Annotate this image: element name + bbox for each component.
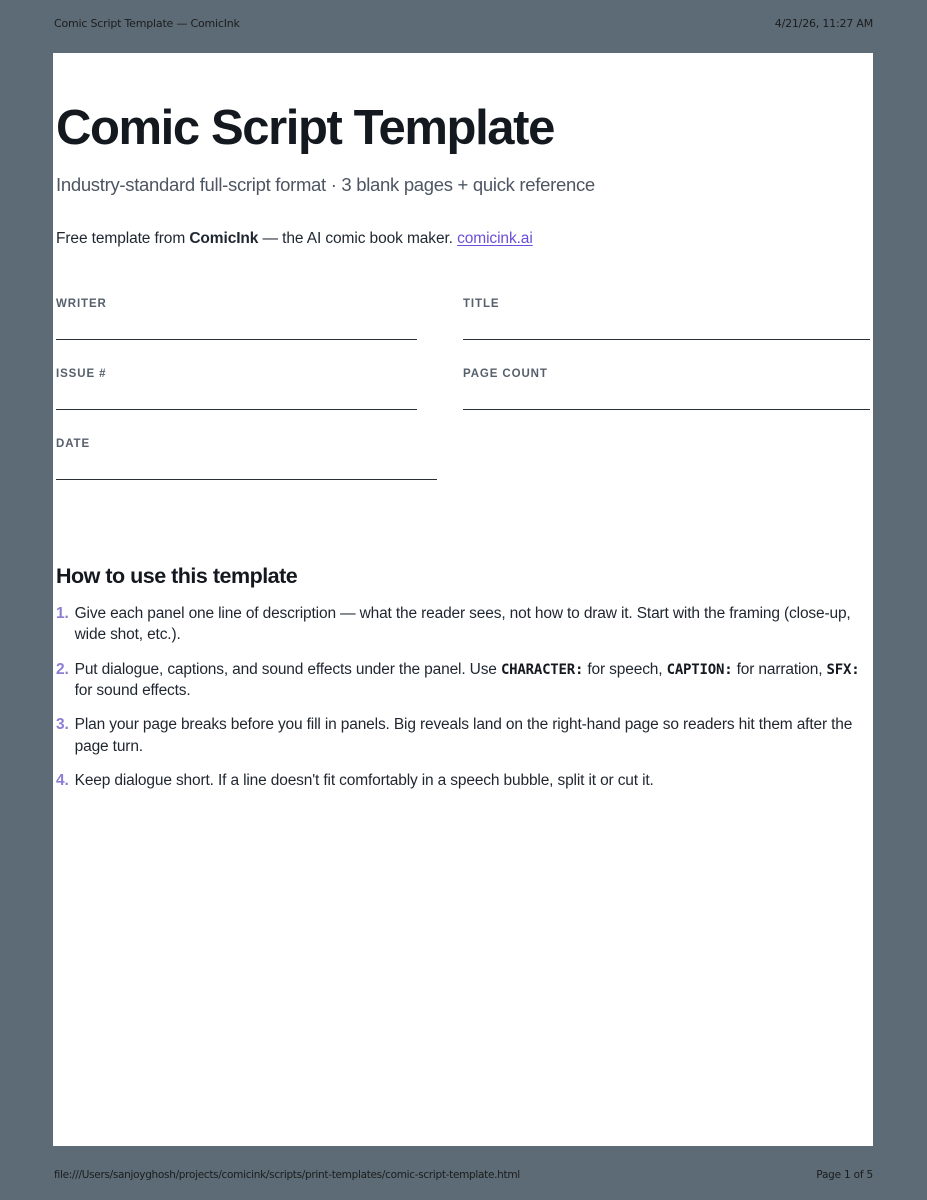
page-title: Comic Script Template xyxy=(56,101,554,155)
meta-field-date xyxy=(56,438,463,480)
print-footer xyxy=(0,1169,927,1181)
meta-rule-page-count[interactable] xyxy=(463,409,870,410)
meta-rule-date[interactable] xyxy=(56,479,437,480)
how-to-step-code: CAPTION: xyxy=(666,661,733,678)
how-to-step-number: 1. xyxy=(56,604,69,622)
how-to-heading: How to use this template xyxy=(56,563,298,588)
how-to-step-number: 4. xyxy=(56,772,69,790)
print-header-date: 4/21/26, 11:27 AM xyxy=(774,17,873,30)
how-to-step-fragment: Keep dialogue short. If a line doesn't fit comfortably in a speech bubble, split it or cut it. xyxy=(74,772,654,790)
meta-field-grid xyxy=(56,298,870,508)
byline-brand: ComicInk xyxy=(189,229,259,247)
byline-middle: — the AI comic book maker. xyxy=(258,229,458,247)
meta-field-page-count xyxy=(463,368,870,410)
how-to-step-code: CHARACTER: xyxy=(500,661,584,678)
meta-rule-writer[interactable] xyxy=(56,339,417,340)
meta-rule-issue[interactable] xyxy=(56,409,417,410)
meta-rule-title[interactable] xyxy=(463,339,870,340)
how-to-step xyxy=(56,770,870,791)
meta-field-title xyxy=(463,298,870,340)
meta-field-writer xyxy=(56,298,463,340)
meta-field-issue xyxy=(56,368,463,410)
meta-label-issue: ISSUE # xyxy=(56,367,107,380)
how-to-step-text xyxy=(75,770,654,791)
byline-prefix: Free template from xyxy=(56,229,190,247)
print-footer-page: Page 1 of 5 xyxy=(816,1169,873,1181)
meta-label-date: DATE xyxy=(56,437,91,450)
how-to-step-text xyxy=(75,659,870,702)
meta-field-spacer xyxy=(463,438,870,480)
byline xyxy=(56,230,870,248)
how-to-step xyxy=(56,714,870,757)
how-to-step-fragment: Put dialogue, captions, and sound effects under the panel. Use xyxy=(74,660,501,678)
how-to-step-code: SFX: xyxy=(826,661,860,678)
how-to-step-text xyxy=(75,714,870,757)
how-to-step-fragment: Give each panel one line of description — what the reader sees, not how to draw it. Start with the framing (close-up, wide shot, etc.). xyxy=(74,604,851,644)
how-to-step-fragment: Plan your page breaks before you fill in panels. Big reveals land on the right-hand page so readers hit them after the page turn. xyxy=(74,716,853,755)
how-to-step-text xyxy=(75,603,870,646)
print-header xyxy=(0,17,927,30)
page-subtitle: Industry-standard full-script format · 3 blank pages + quick reference xyxy=(56,173,595,195)
meta-label-page-count: PAGE COUNT xyxy=(463,367,548,380)
how-to-step-fragment: for narration, xyxy=(732,660,827,678)
how-to-step xyxy=(56,659,870,702)
print-footer-url: file:///Users/sanjoyghosh/projects/comicink/scripts/print-templates/comic-script-template.html xyxy=(54,1169,520,1181)
how-to-steps xyxy=(56,603,870,792)
byline-link[interactable]: comicink.ai xyxy=(457,229,533,247)
how-to-step-number: 3. xyxy=(56,716,69,734)
how-to-step-fragment: for sound effects. xyxy=(74,682,191,700)
meta-label-writer: WRITER xyxy=(56,297,107,310)
how-to-section xyxy=(56,564,870,792)
document-page xyxy=(53,53,873,1146)
meta-label-title: TITLE xyxy=(463,297,500,310)
how-to-step xyxy=(56,603,870,646)
how-to-step-fragment: for speech, xyxy=(583,660,667,678)
print-header-title: Comic Script Template — ComicInk xyxy=(54,17,240,30)
how-to-step-number: 2. xyxy=(56,660,69,678)
